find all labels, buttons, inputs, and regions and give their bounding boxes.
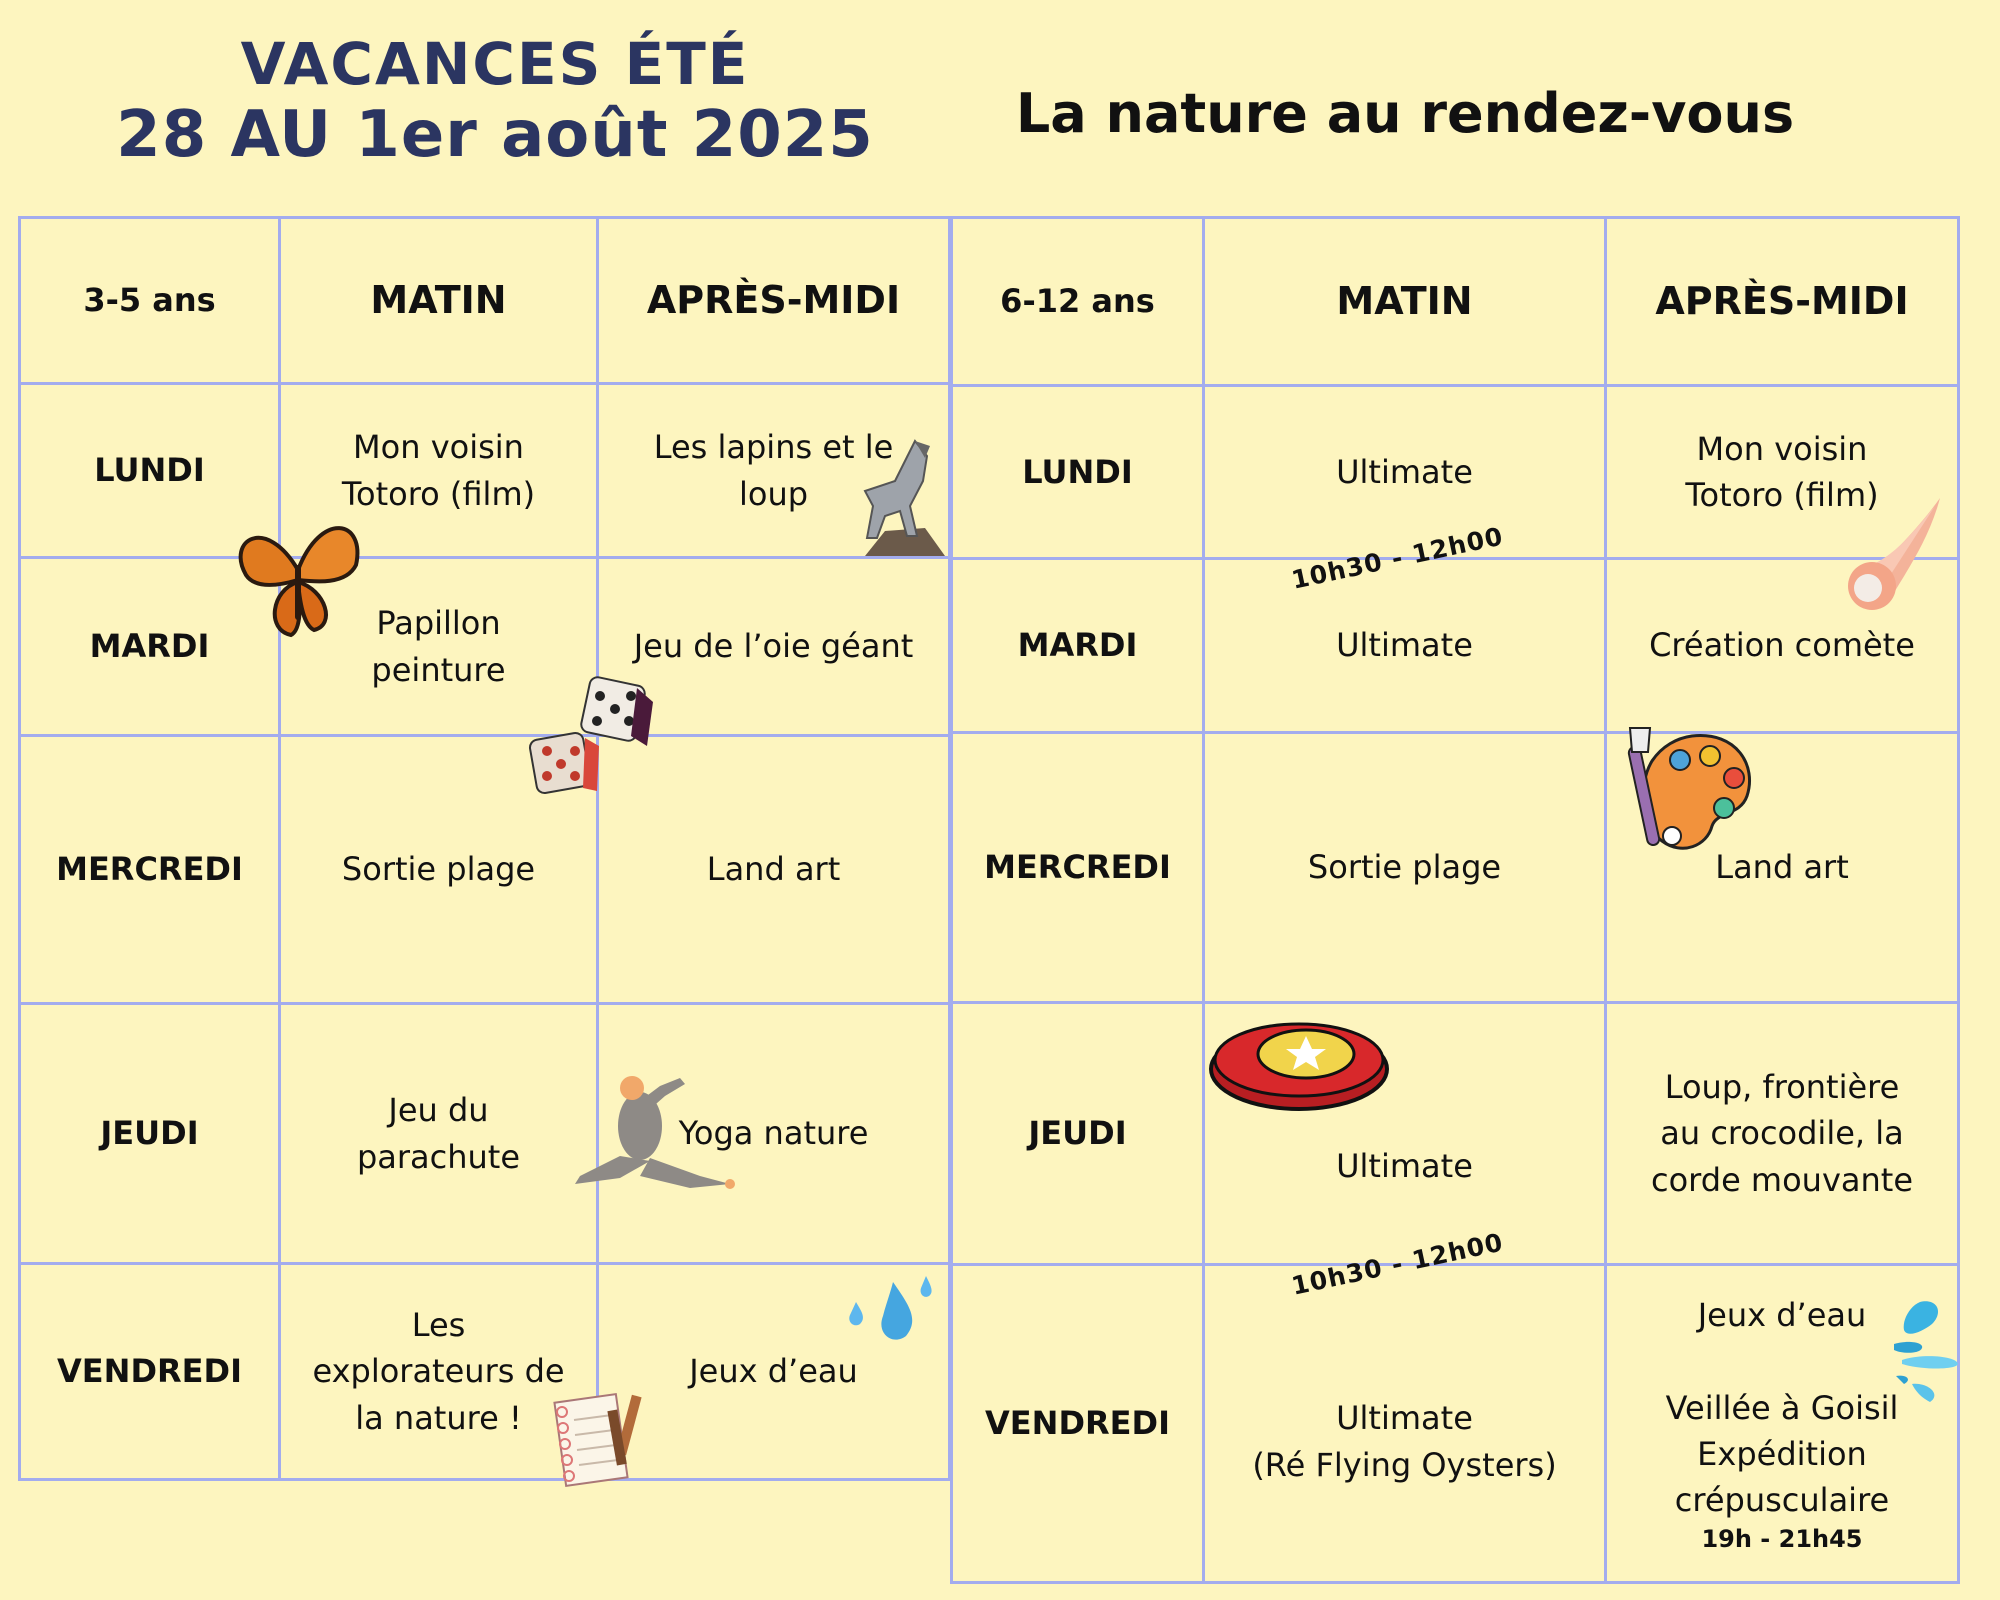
activity-cell [1204, 559, 1606, 733]
activity-line: Jeu du [388, 1091, 489, 1130]
time-note: 10h30 - 12h00 [1288, 521, 1506, 595]
table-row [952, 559, 1959, 733]
table-row [952, 1265, 1959, 1583]
activity-line: Totoro (film) [341, 474, 536, 513]
table-row [952, 733, 1959, 1003]
table-row [952, 1003, 1959, 1265]
activity-line: Ultimate [1336, 626, 1473, 665]
activity-cell [1606, 1003, 1959, 1265]
activity-line: Ultimate [1336, 452, 1473, 491]
age-group-header: 3-5 ans [20, 218, 280, 384]
comet-icon [1840, 496, 1945, 616]
day-cell: MERCREDI [20, 736, 280, 1004]
activity-line: Expédition [1697, 1435, 1867, 1474]
table-row [20, 1004, 950, 1264]
schedule-table-6-12 [950, 216, 1960, 1584]
table-row [20, 736, 950, 1004]
activity-cell [1204, 1265, 1606, 1583]
activity-line: Ultimate [1336, 1399, 1473, 1438]
title-line-1: VACANCES ÉTÉ [240, 30, 750, 98]
day-cell: VENDREDI [20, 1264, 280, 1480]
table-row [20, 1264, 950, 1480]
activity-line: Yoga nature [678, 1114, 869, 1153]
day-cell: MARDI [952, 559, 1204, 733]
activity-line: Land art [706, 850, 841, 889]
day-cell: MERCREDI [952, 733, 1204, 1003]
title-line-2: 28 AU 1er août 2025 [116, 98, 874, 173]
table-row [20, 558, 950, 736]
activity-cell [1204, 386, 1606, 559]
title-block [80, 30, 910, 174]
activity-line: Jeux d’eau [1697, 1295, 1867, 1334]
activity-line: peinture [371, 650, 506, 689]
activity-line: Jeux d’eau [689, 1352, 858, 1391]
yoga-icon [570, 1066, 736, 1196]
activity-line: crépusculaire [1674, 1481, 1890, 1520]
afternoon-header: APRÈS-MIDI [1606, 218, 1959, 386]
activity-line: Ultimate [1336, 1147, 1473, 1186]
age-group-header: 6-12 ans [952, 218, 1204, 386]
activity-line: Land art [1715, 848, 1849, 887]
activity-line: (Ré Flying Oysters) [1252, 1445, 1557, 1484]
schedule-table-3-5 [18, 216, 951, 1481]
activity-line: la nature ! [355, 1398, 522, 1437]
wolf-icon [855, 436, 947, 556]
day-cell: LUNDI [20, 384, 280, 558]
activity-line: Loup, frontière [1664, 1067, 1900, 1106]
dice-icon [525, 676, 655, 800]
activity-cell [1204, 733, 1606, 1003]
activity-line: corde mouvante [1650, 1160, 1914, 1199]
palette-icon [1622, 726, 1760, 862]
afternoon-header: APRÈS-MIDI [598, 218, 950, 384]
activity-line: Jeu de l’oie géant [633, 627, 914, 666]
header-row [952, 218, 1959, 386]
header-row [20, 218, 950, 384]
activity-line: Les lapins et le [653, 428, 894, 467]
activity-line: explorateurs de [312, 1352, 565, 1391]
butterfly-icon [226, 510, 371, 645]
morning-header: MATIN [1204, 218, 1606, 386]
evening-time: 19h - 21h45 [1701, 1524, 1863, 1553]
notebook-icon [550, 1390, 646, 1490]
activity-line: loup [738, 474, 809, 513]
frisbee-icon [1206, 1014, 1392, 1116]
activity-line: Totoro (film) [1685, 476, 1879, 514]
morning-header: MATIN [280, 218, 598, 384]
table-row [20, 384, 950, 558]
day-cell: JEUDI [952, 1003, 1204, 1265]
day-cell: JEUDI [20, 1004, 280, 1264]
activity-line: Mon voisin [353, 428, 524, 467]
water-drops-icon [838, 1274, 934, 1346]
activity-cell [280, 1004, 598, 1264]
activity-line: Mon voisin [1696, 429, 1868, 468]
splash-icon [1882, 1298, 1960, 1406]
activity-line: Papillon [376, 604, 501, 643]
activity-line: Sortie plage [1307, 848, 1502, 887]
time-note: 10h30 - 12h00 [1288, 1227, 1506, 1301]
day-cell: MARDI [20, 558, 280, 736]
activity-line: parachute [356, 1137, 521, 1176]
activity-line: Veillée à Goisil [1665, 1388, 1899, 1427]
activity-line: Les [411, 1305, 466, 1344]
activity-line: Sortie plage [341, 850, 536, 889]
day-cell: LUNDI [952, 386, 1204, 559]
theme-title: La nature au rendez-vous [1015, 82, 1795, 145]
activity-line: au crocodile, la [1660, 1114, 1904, 1153]
activity-line: Création comète [1649, 626, 1915, 665]
day-cell: VENDREDI [952, 1265, 1204, 1583]
